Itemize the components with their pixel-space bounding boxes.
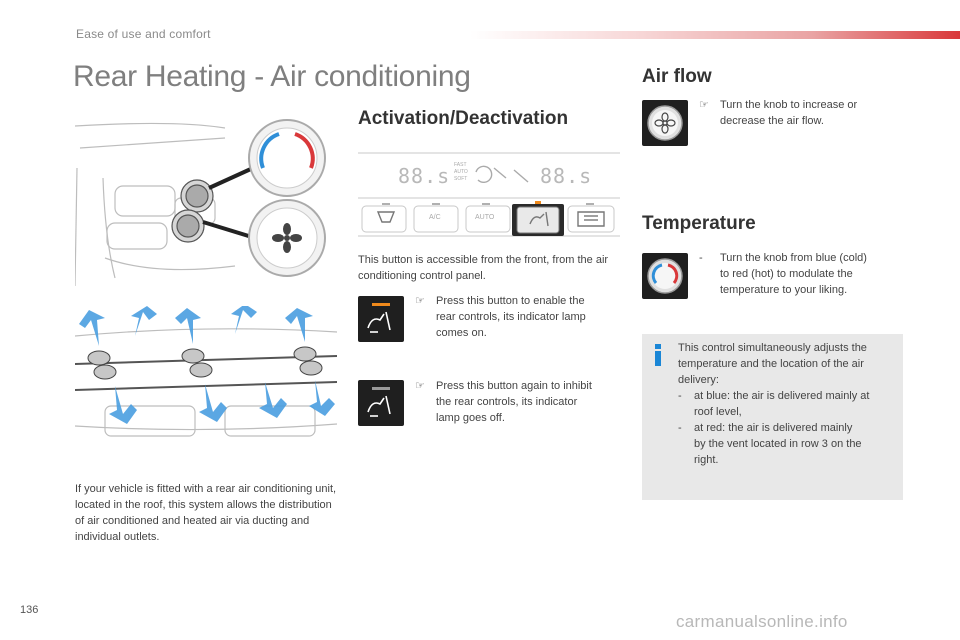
rear-button-lamp-off-thumb — [358, 380, 404, 426]
air-flow-step-line-1: Turn the knob to increase or — [720, 99, 858, 111]
activation-intro: This button is accessible from the front, from the air conditioning control panel. — [358, 254, 609, 282]
info-item-red-line-2: by the vent located in row 3 on the — [694, 438, 862, 450]
info-item-red-line-1: at red: the air is delivered mainly — [694, 422, 853, 434]
temperature-step-line-1: Turn the knob from blue (cold) — [720, 252, 867, 264]
header-accent-bar — [470, 31, 960, 39]
info-line-2: temperature and the location of the air — [678, 358, 864, 370]
info-item-blue — [678, 388, 898, 420]
step-marker: ☞ — [415, 295, 425, 307]
step-marker: - — [699, 252, 703, 264]
section-header: Ease of use and comfort — [76, 27, 211, 41]
step-marker: ☞ — [699, 99, 709, 111]
panel-label-fast: FAST — [454, 162, 467, 168]
activation-heading: Activation/Deactivation — [358, 108, 569, 129]
temperature-step-line-3: temperature to your liking. — [720, 284, 848, 296]
temperature-step — [699, 250, 899, 300]
temperature-knob-thumb — [642, 253, 688, 299]
enable-step-line-3: comes on. — [436, 327, 487, 339]
control-panel-illustration — [358, 150, 620, 240]
panel-ac-button: A/C — [429, 214, 441, 221]
step-marker: ☞ — [415, 380, 425, 392]
enable-step-line-2: rear controls, its indicator lamp — [436, 311, 586, 323]
enable-step-line-1: Press this button to enable the — [436, 295, 585, 307]
page-number: 136 — [20, 604, 39, 616]
panel-auto-button: AUTO — [475, 214, 495, 221]
air-flow-step — [699, 97, 899, 131]
info-item-blue-line-2: roof level, — [694, 406, 742, 418]
watermark: carmanualsonline.info — [676, 612, 848, 631]
info-box — [642, 334, 903, 500]
roof-vents-illustration — [75, 306, 337, 442]
info-item-red — [678, 420, 898, 468]
info-item-marker: - — [678, 390, 682, 402]
info-item-red-line-3: right. — [694, 454, 719, 466]
inhibit-step-line-1: Press this button again to inhibit — [436, 380, 592, 392]
info-line-1: This control simultaneously adjusts the — [678, 342, 867, 354]
panel-label-soft: SOFT — [454, 176, 468, 182]
panel-display-left: 88.s — [398, 164, 451, 188]
info-item-marker: - — [678, 422, 682, 434]
air-flow-heading: Air flow — [642, 66, 712, 87]
info-line-3: delivery: — [678, 374, 719, 386]
info-item-blue-line-1: at blue: the air is delivered mainly at — [694, 390, 870, 402]
knobs-illustration — [75, 108, 337, 286]
fan-knob-thumb — [642, 100, 688, 146]
panel-label-auto: AUTO — [454, 169, 468, 175]
panel-display-right: 88.s — [540, 164, 593, 188]
rear-button-lamp-on-thumb — [358, 296, 404, 342]
rear-unit-description: If your vehicle is fitted with a rear air conditioning unit, located in the roof, this system allows the distribution of air conditioned and heated air via ducting and individual outlets. — [75, 483, 337, 543]
temperature-step-line-2: to red (hot) to modulate the — [720, 268, 853, 280]
inhibit-step-line-3: lamp goes off. — [436, 412, 505, 424]
temperature-heading: Temperature — [642, 213, 756, 234]
page-title: Rear Heating - Air conditioning — [73, 60, 471, 93]
info-icon — [653, 344, 663, 366]
air-flow-step-line-2: decrease the air flow. — [720, 115, 824, 127]
inhibit-step-line-2: the rear controls, its indicator — [436, 396, 578, 408]
inhibit-step — [415, 378, 620, 428]
enable-step — [415, 293, 620, 343]
